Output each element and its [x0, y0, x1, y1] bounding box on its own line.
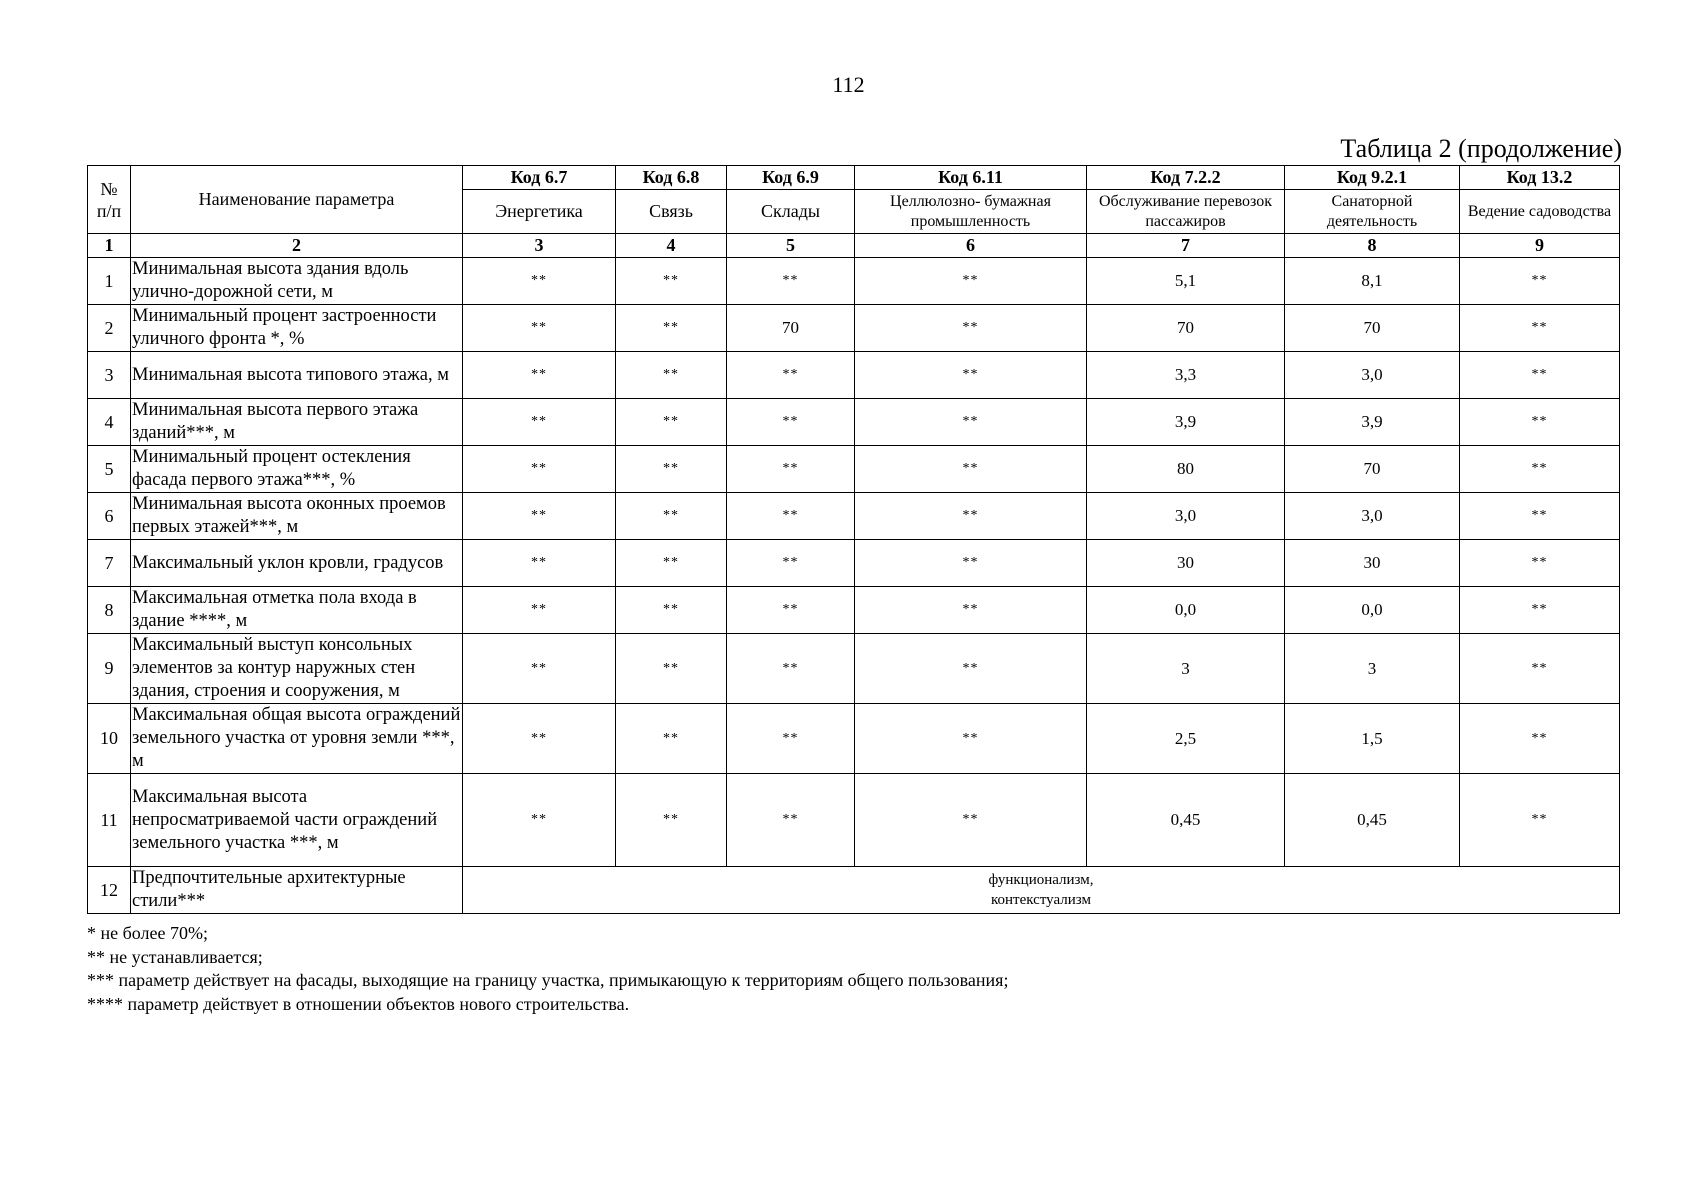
value-cell: 3 [1087, 634, 1285, 704]
value-cell: ** [616, 493, 727, 540]
value-cell: ** [1460, 399, 1620, 446]
column-number: 1 [88, 234, 131, 258]
value-cell: ** [616, 704, 727, 774]
row-number: 9 [88, 634, 131, 704]
merged-value-line: контекстуализм [990, 892, 1091, 908]
value-cell: ** [727, 634, 855, 704]
value-cell: ** [855, 305, 1087, 352]
header-code: Код 13.2 [1460, 166, 1620, 190]
value-cell: 5,1 [1087, 258, 1285, 305]
header-code: Код 6.11 [855, 166, 1087, 190]
value-cell: ** [727, 774, 855, 867]
value-cell: ** [463, 704, 616, 774]
row-number: 2 [88, 305, 131, 352]
header-category: Связь [616, 190, 727, 234]
column-number: 9 [1460, 234, 1620, 258]
header-category: Ведение садоводства [1460, 190, 1620, 234]
value-cell: ** [1460, 493, 1620, 540]
value-cell: ** [1460, 587, 1620, 634]
value-cell: ** [616, 634, 727, 704]
value-cell: ** [855, 704, 1087, 774]
value-cell: ** [727, 446, 855, 493]
value-cell: ** [1460, 258, 1620, 305]
value-cell: ** [616, 352, 727, 399]
value-cell: ** [463, 352, 616, 399]
column-number: 7 [1087, 234, 1285, 258]
table-row [88, 493, 1620, 540]
header-code: Код 6.8 [616, 166, 727, 190]
value-cell: ** [727, 258, 855, 305]
value-cell: 3,9 [1285, 399, 1460, 446]
row-number: 8 [88, 587, 131, 634]
value-cell: ** [855, 352, 1087, 399]
value-cell: 2,5 [1087, 704, 1285, 774]
header-code: Код 9.2.1 [1285, 166, 1460, 190]
value-cell: ** [1460, 305, 1620, 352]
value-cell: ** [463, 258, 616, 305]
header-num-cell [88, 166, 131, 234]
value-cell: ** [727, 399, 855, 446]
column-number: 4 [616, 234, 727, 258]
footnote: **** параметр действует в отношении объектов нового строительства. [87, 993, 630, 1014]
value-cell: 70 [727, 305, 855, 352]
value-cell: ** [1460, 352, 1620, 399]
value-cell: ** [463, 634, 616, 704]
table-row-12 [88, 867, 1620, 914]
column-number: 5 [727, 234, 855, 258]
row-number: 10 [88, 704, 131, 774]
table-row [88, 704, 1620, 774]
value-cell: ** [1460, 704, 1620, 774]
header-category: Целлюлозно- бумажная промышленность [855, 190, 1087, 234]
value-cell: 1,5 [1285, 704, 1460, 774]
value-cell: 3,0 [1285, 352, 1460, 399]
row-number: 5 [88, 446, 131, 493]
parameter-name: Минимальный процент застроенности уличного фронта *, % [131, 305, 463, 352]
value-cell: ** [616, 446, 727, 493]
value-cell: ** [463, 399, 616, 446]
merged-value-cell [463, 867, 1620, 914]
value-cell: ** [855, 258, 1087, 305]
value-cell: 0,0 [1087, 587, 1285, 634]
value-cell: ** [1460, 540, 1620, 587]
header-code: Код 6.7 [463, 166, 616, 190]
value-cell: 3,0 [1087, 493, 1285, 540]
value-cell: ** [463, 774, 616, 867]
header-name-cell [131, 166, 463, 234]
parameter-name: Максимальная отметка пола входа в здание ****, м [131, 587, 463, 634]
header-category: Склады [727, 190, 855, 234]
value-cell: ** [727, 493, 855, 540]
column-number: 3 [463, 234, 616, 258]
value-cell: ** [463, 587, 616, 634]
header-name-label: Наименование параметра [198, 189, 395, 209]
value-cell: ** [855, 587, 1087, 634]
value-cell: 3,9 [1087, 399, 1285, 446]
row-number: 1 [88, 258, 131, 305]
value-cell: 3,3 [1087, 352, 1285, 399]
value-cell: ** [616, 258, 727, 305]
value-cell: ** [855, 399, 1087, 446]
value-cell: ** [855, 493, 1087, 540]
row-number: 4 [88, 399, 131, 446]
parameter-name: Максимальный выступ консольных элементов за контур наружных стен здания, строения и сооружения, м [131, 634, 463, 704]
header-category: Обслуживание перевозок пассажиров [1087, 190, 1285, 234]
parameter-name: Максимальная общая высота ограждений земельного участка от уровня земли ***, м [131, 704, 463, 774]
value-cell: ** [463, 305, 616, 352]
value-cell: 0,45 [1087, 774, 1285, 867]
value-cell: 30 [1087, 540, 1285, 587]
table-row [88, 634, 1620, 704]
column-number-row [88, 234, 1620, 258]
row-number: 7 [88, 540, 131, 587]
value-cell: ** [855, 446, 1087, 493]
value-cell: 70 [1285, 446, 1460, 493]
table-caption: Таблица 2 (продолжение) [1340, 134, 1622, 163]
table-row [88, 305, 1620, 352]
row-number: 3 [88, 352, 131, 399]
header-code-row [88, 166, 1620, 190]
table-row [88, 540, 1620, 587]
table-row [88, 352, 1620, 399]
parameter-name: Минимальная высота оконных проемов первых этажей***, м [131, 493, 463, 540]
value-cell: ** [616, 305, 727, 352]
parameters-table [87, 165, 1620, 914]
value-cell: 3 [1285, 634, 1460, 704]
parameter-name: Максимальная высота непросматриваемой части ограждений земельного участка ***, м [131, 774, 463, 867]
parameter-name: Предпочтительные архитектурные стили*** [131, 867, 463, 914]
value-cell: ** [463, 446, 616, 493]
table-row [88, 774, 1620, 867]
value-cell: 70 [1285, 305, 1460, 352]
value-cell: ** [463, 493, 616, 540]
parameter-name: Минимальный процент остекления фасада первого этажа***, % [131, 446, 463, 493]
table-row [88, 399, 1620, 446]
value-cell: 0,45 [1285, 774, 1460, 867]
value-cell: ** [855, 634, 1087, 704]
value-cell: ** [855, 540, 1087, 587]
value-cell: ** [855, 774, 1087, 867]
row-number: 6 [88, 493, 131, 540]
row-number: 11 [88, 774, 131, 867]
value-cell: ** [727, 352, 855, 399]
value-cell: ** [1460, 774, 1620, 867]
parameter-name: Минимальная высота типового этажа, м [131, 352, 463, 399]
footnote: ** не устанавливается; [87, 946, 263, 967]
value-cell: ** [616, 399, 727, 446]
value-cell: ** [1460, 446, 1620, 493]
parameter-name: Минимальная высота здания вдоль улично-дорожной сети, м [131, 258, 463, 305]
footnotes [87, 922, 1008, 1016]
table-row [88, 587, 1620, 634]
column-number: 8 [1285, 234, 1460, 258]
value-cell: ** [463, 540, 616, 587]
merged-value-line: функционализм, [988, 872, 1094, 888]
value-cell: ** [727, 587, 855, 634]
table-row [88, 446, 1620, 493]
value-cell: 0,0 [1285, 587, 1460, 634]
footnote: *** параметр действует на фасады, выходящие на границу участка, примыкающую к территориям общего пользования; [87, 970, 1009, 990]
value-cell: ** [727, 540, 855, 587]
column-number: 2 [131, 234, 463, 258]
header-category: Энергетика [463, 190, 616, 234]
header-code: Код 7.2.2 [1087, 166, 1285, 190]
header-category: Санаторной деятельность [1285, 190, 1460, 234]
parameter-name: Минимальная высота первого этажа зданий***, м [131, 399, 463, 446]
value-cell: ** [616, 774, 727, 867]
value-cell: 30 [1285, 540, 1460, 587]
footnote: * не более 70%; [87, 923, 208, 943]
value-cell: ** [616, 587, 727, 634]
value-cell: ** [616, 540, 727, 587]
table-body [88, 258, 1620, 914]
table-row [88, 258, 1620, 305]
value-cell: 3,0 [1285, 493, 1460, 540]
column-number: 6 [855, 234, 1087, 258]
value-cell: 8,1 [1285, 258, 1460, 305]
value-cell: 70 [1087, 305, 1285, 352]
value-cell: ** [727, 704, 855, 774]
parameter-name: Максимальный уклон кровли, градусов [131, 540, 463, 587]
header-code: Код 6.9 [727, 166, 855, 190]
value-cell: ** [1460, 634, 1620, 704]
page-number: 112 [832, 72, 865, 97]
value-cell: 80 [1087, 446, 1285, 493]
row-number: 12 [88, 867, 131, 914]
header-num-label: № п/п [96, 178, 122, 221]
